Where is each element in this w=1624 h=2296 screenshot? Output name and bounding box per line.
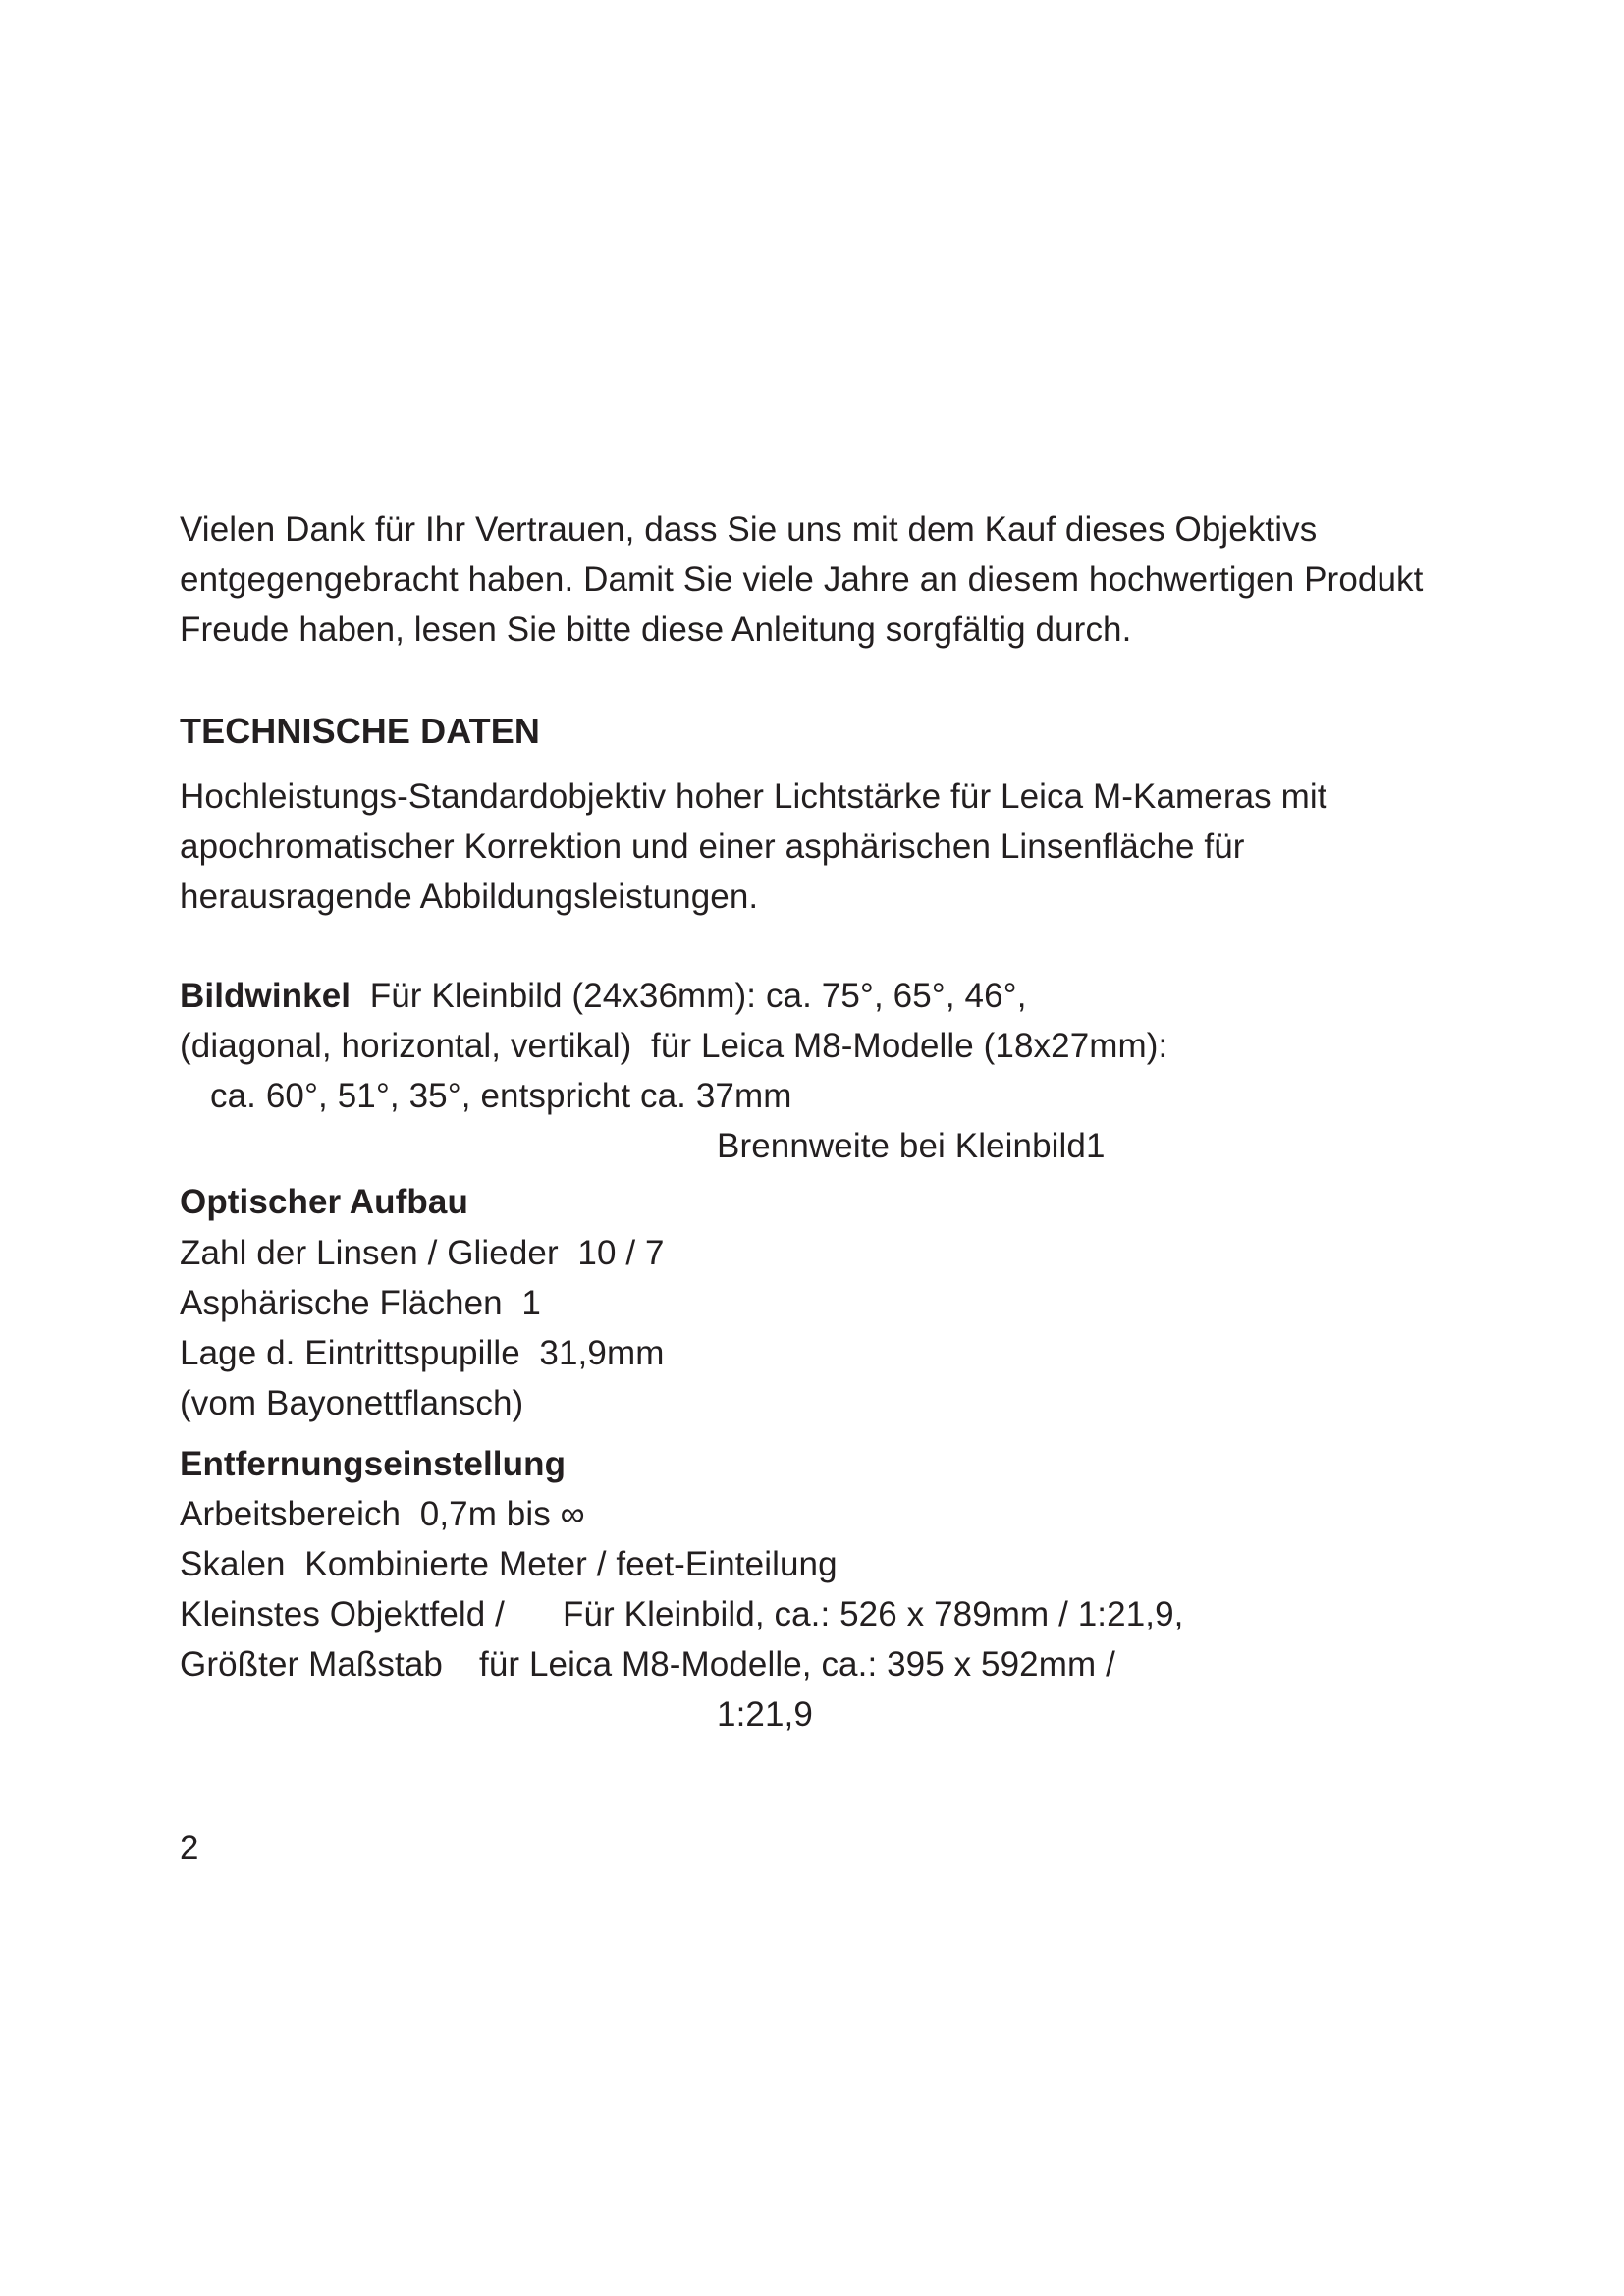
massstab-value: für Leica M8-Modelle, ca.: 395 x 592mm / — [479, 1645, 1115, 1683]
page-number: 2 — [180, 1829, 199, 1867]
bildwinkel-line-3: ca. 60°, 51°, 35°, entspricht ca. 37mm — [210, 1077, 792, 1115]
optik-line-3: Lage d. Eintrittspupille 31,9mm — [180, 1334, 665, 1372]
intro-line-3: Freude haben, lesen Sie bitte diese Anleitung sorgfältig durch. — [180, 611, 1132, 649]
objektfeld-label: Kleinstes Objektfeld / — [180, 1595, 505, 1633]
entfernung-skalen: Skalen Kombinierte Meter / feet-Einteilung — [180, 1545, 838, 1583]
section-heading-optischer-aufbau: Optischer Aufbau — [180, 1183, 468, 1221]
entfernung-arbeitsbereich: Arbeitsbereich 0,7m bis ∞ — [180, 1495, 585, 1533]
tech-description-line-2: apochromatischer Korrektion und einer asphärischen Linsenfläche für — [180, 828, 1245, 866]
objektfeld-value: Für Kleinbild, ca.: 526 x 789mm / 1:21,9, — [563, 1595, 1184, 1633]
tech-description-line-3: herausragende Abbildungsleistungen. — [180, 878, 759, 916]
section-heading-entfernungseinstellung: Entfernungseinstellung — [180, 1445, 567, 1483]
intro-line-1: Vielen Dank für Ihr Vertrauen, dass Sie uns mit dem Kauf dieses Objektivs — [180, 510, 1318, 549]
bildwinkel-line-4: Brennweite bei Kleinbild1 — [717, 1127, 1106, 1165]
bildwinkel-row — [180, 972, 1027, 1021]
optik-line-2: Asphärische Flächen 1 — [180, 1284, 541, 1322]
optik-line-1: Zahl der Linsen / Glieder 10 / 7 — [180, 1234, 665, 1272]
bildwinkel-label: Bildwinkel — [180, 977, 352, 1015]
massstab-continuation: 1:21,9 — [717, 1695, 813, 1734]
bildwinkel-line-2: (diagonal, horizontal, vertikal) für Leica M8-Modelle (18x27mm): — [180, 1027, 1168, 1065]
massstab-label: Größter Maßstab — [180, 1645, 443, 1683]
section-heading-technische-daten: TECHNISCHE DATEN — [180, 711, 540, 751]
intro-line-2: entgegengebracht haben. Damit Sie viele Jahre an diesem hochwertigen Produkt — [180, 561, 1424, 599]
tech-description-line-1: Hochleistungs-Standardobjektiv hoher Lichtstärke für Leica M-Kameras mit — [180, 777, 1327, 816]
optik-line-4: (vom Bayonettflansch) — [180, 1384, 524, 1422]
bildwinkel-value-kleinbild: Für Kleinbild (24x36mm): ca. 75°, 65°, 46°, — [369, 977, 1027, 1015]
